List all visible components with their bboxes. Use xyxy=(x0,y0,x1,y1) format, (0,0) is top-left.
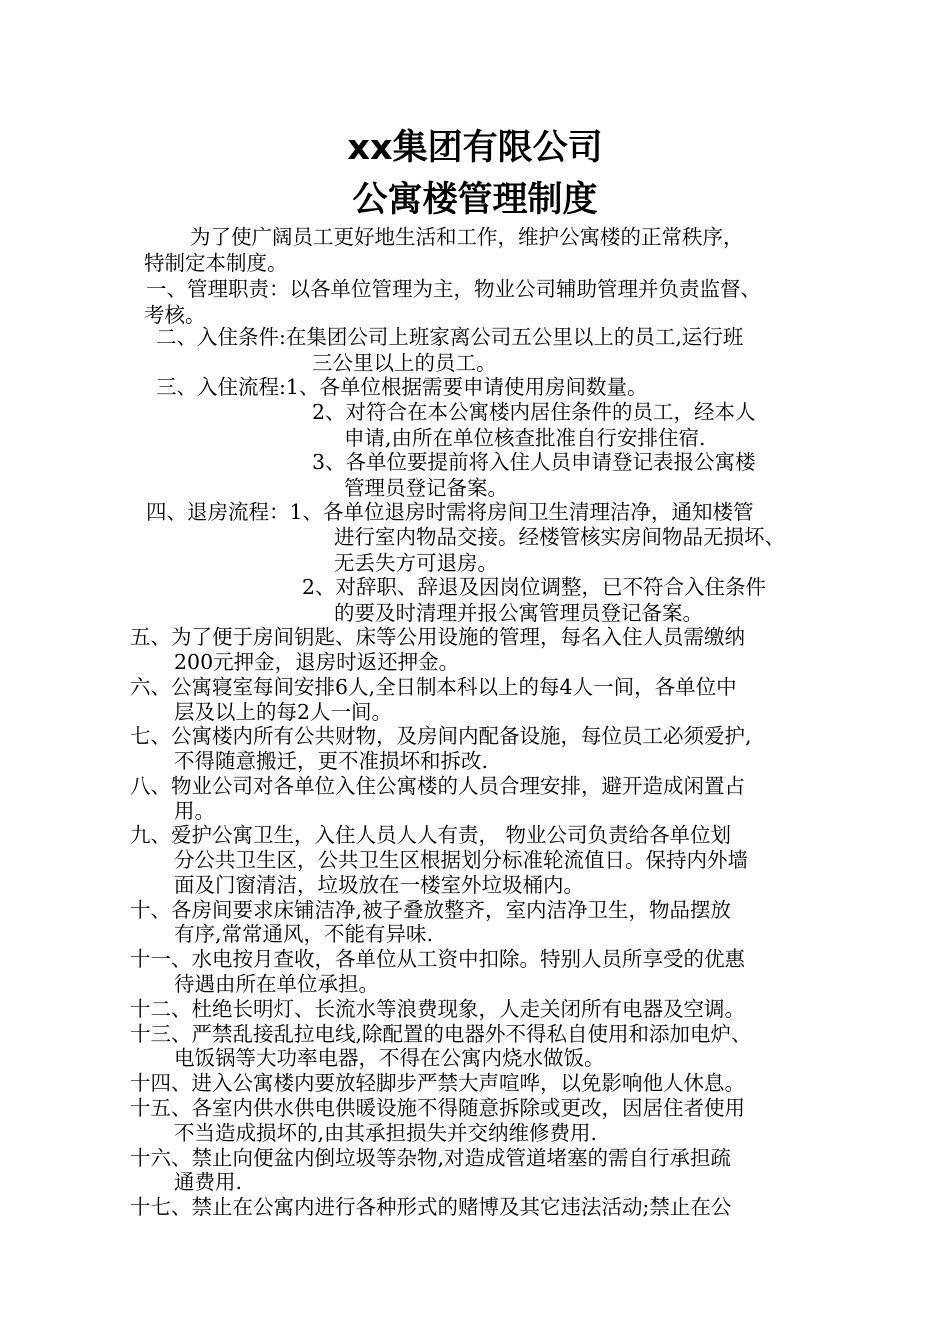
intro-line: 特制定本制度。 xyxy=(144,251,288,275)
section-5-line: 200元押金，退房时返还押金。 xyxy=(174,650,460,674)
section-4-line: 的要及时清理并报公寓管理员登记备案。 xyxy=(334,601,703,625)
section-16-line: 十六、禁止向便盆内倒垃圾等杂物,对造成管道堵塞的需自行承担疏 xyxy=(130,1146,732,1170)
section-1-line: 考核。 xyxy=(144,303,206,327)
section-2-line: 三公里以上的员工。 xyxy=(312,351,497,375)
section-8-line: 八、物业公司对各单位入住公寓楼的人员合理安排，避开造成闲置占 xyxy=(130,774,745,798)
company-title: xx集团有限公司 xyxy=(347,128,603,168)
intro-line: 为了使广阔员工更好地生活和工作，维护公寓楼的正常秩序， xyxy=(190,225,744,249)
section-5-line: 五、为了便于房间钥匙、床等公用设施的管理，每名入住人员需缴纳 xyxy=(130,625,745,649)
section-15-line: 不当造成损坏的,由其承担损失并交纳维修费用. xyxy=(174,1121,598,1145)
section-3-line: 3、各单位要提前将入住人员申请登记表报公寓楼 xyxy=(312,450,756,474)
section-10-line: 有序,常常通风，不能有异味. xyxy=(174,922,434,946)
section-4-line: 进行室内物品交接。经楼管核实房间物品无损坏、 xyxy=(334,525,785,549)
section-4-line: 四、退房流程：1、各单位退房时需将房间卫生清理洁净，通知楼管 xyxy=(146,500,754,524)
section-16-line: 通费用. xyxy=(174,1170,243,1194)
section-8-line: 用。 xyxy=(174,799,215,823)
section-14-line: 十四、进入公寓楼内要放轻脚步严禁大声喧哗，以免影响他人休息。 xyxy=(130,1071,745,1095)
document-title: 公寓楼管理制度 xyxy=(352,180,598,220)
section-4-line: 2、对辞职、辞退及因岗位调整，已不符合入住条件 xyxy=(302,575,767,599)
section-2-line: 二、入住条件:在集团公司上班家离公司五公里以上的员工,运行班 xyxy=(156,325,744,349)
section-6-line: 六、公寓寝室每间安排6人,全日制本科以上的每4人一间，各单位中 xyxy=(130,675,737,699)
section-3-line: 三、入住流程:1、各单位根据需要申请使用房间数量。 xyxy=(156,375,648,399)
section-7-line: 不得随意搬迁，更不准损坏和拆改. xyxy=(174,749,489,773)
section-9-line: 九、爱护公寓卫生，入住人员人人有责， 物业公司负责给各单位划 xyxy=(130,823,732,847)
section-7-line: 七、公寓楼内所有公共财物，及房间内配备设施，每位员工必须爱护, xyxy=(130,724,752,748)
section-3-line: 管理员登记备案。 xyxy=(344,476,508,500)
section-10-line: 十、各房间要求床铺洁净,被子叠放整齐，室内洁净卫生，物品摆放 xyxy=(130,898,732,922)
section-3-line: 2、对符合在本公寓楼内居住条件的员工，经本人 xyxy=(312,400,756,424)
section-12-line: 十二、杜绝长明灯、长流水等浪费现象，人走关闭所有电器及空调。 xyxy=(130,997,745,1021)
section-13-line: 十三、严禁乱接乱拉电线,除配置的电器外不得私自使用和添加电炉、 xyxy=(130,1022,752,1046)
section-9-line: 分公共卫生区，公共卫生区根据划分标准轮流值日。保持内外墙 xyxy=(174,848,748,872)
section-3-line: 申请,由所在单位核查批准自行安排住宿. xyxy=(344,426,706,450)
section-9-line: 面及门窗清洁，垃圾放在一楼室外垃圾桶内。 xyxy=(174,873,584,897)
section-6-line: 层及以上的每2人一间。 xyxy=(174,700,393,724)
section-4-line: 无丢失方可退房。 xyxy=(334,551,498,575)
section-13-line: 电饭锅等大功率电器，不得在公寓内烧水做饭。 xyxy=(174,1046,605,1070)
section-15-line: 十五、各室内供水供电供暖设施不得随意拆除或更改，因居住者使用 xyxy=(130,1096,745,1120)
section-17-line: 十七、禁止在公寓内进行各种形式的赌博及其它违法活动;禁止在公 xyxy=(130,1195,732,1219)
section-11-line: 十一、水电按月查收，各单位从工资中扣除。特别人员所享受的优惠 xyxy=(130,947,745,971)
section-1-line: 一、管理职责：以各单位管理为主，物业公司辅助管理并负责监督、 xyxy=(146,277,761,301)
section-11-line: 待遇由所在单位承担。 xyxy=(174,972,379,996)
